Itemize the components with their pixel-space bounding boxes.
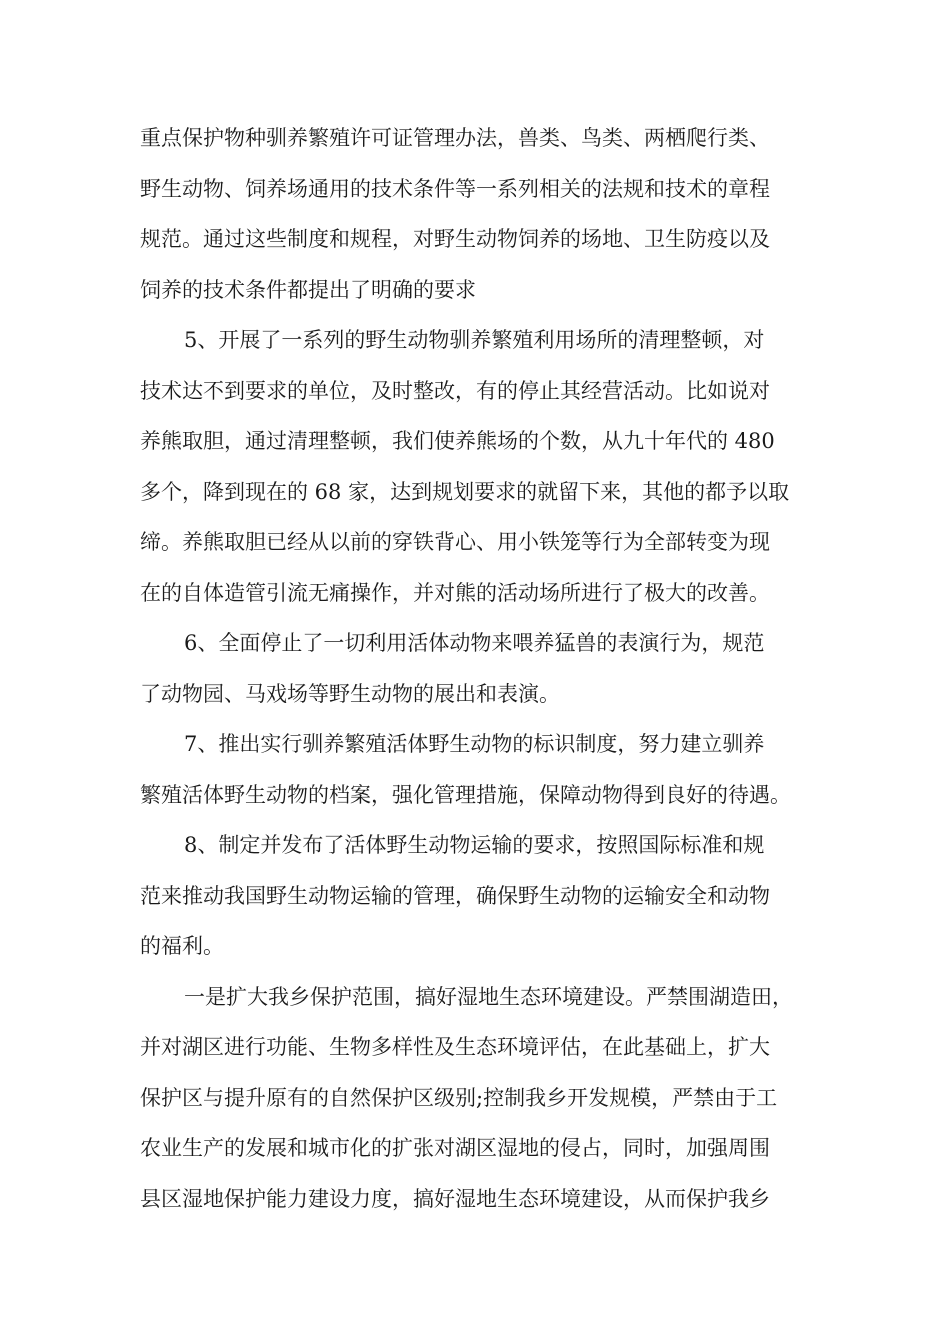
- paragraph-line: 繁殖活体野生动物的档案，强化管理措施，保障动物得到良好的待遇。: [140, 782, 791, 807]
- paragraph-line: 7、推出实行驯养繁殖活体野生动物的标识制度，努力建立驯养: [184, 732, 765, 756]
- paragraph-line: 缔。养熊取胆已经从以前的穿铁背心、用小铁笼等行为全部转变为现: [140, 530, 770, 554]
- paragraph-line: 5、开展了一系列的野生动物驯养繁殖利用场所的清理整顿，对: [184, 328, 765, 352]
- paragraph-line: 农业生产的发展和城市化的扩张对湖区湿地的侵占，同时，加强周围: [140, 1136, 770, 1160]
- paragraph-line: 县区湿地保护能力建设力度，搞好湿地生态环境建设，从而保护我乡: [140, 1186, 770, 1211]
- paragraph-line: 野生动物、饲养场通用的技术条件等一系列相关的法规和技术的章程: [140, 176, 770, 201]
- paragraph-line: 8、制定并发布了活体野生动物运输的要求，按照国际标准和规: [184, 833, 765, 857]
- paragraph-line: 技术达不到要求的单位，及时整改，有的停止其经营活动。比如说对: [140, 378, 770, 403]
- document-body: [140, 113, 830, 1224]
- paragraph-line: 规范。通过这些制度和规程，对野生动物饲养的场地、卫生防疫以及: [140, 227, 770, 251]
- paragraph-line: 饲养的技术条件都提出了明确的要求: [140, 277, 476, 302]
- paragraph-line: 一是扩大我乡保护范围，搞好湿地生态环境建设。严禁围湖造田，: [184, 984, 793, 1009]
- paragraph-line: 6、全面停止了一切利用活体动物来喂养猛兽的表演行为，规范: [184, 631, 765, 655]
- paragraph-line: 多个，降到现在的 68 家，达到规划要求的就留下来，其他的都予以取: [140, 479, 790, 504]
- paragraph-line: 范来推动我国野生动物运输的管理，确保野生动物的运输安全和动物: [140, 883, 770, 908]
- paragraph-line: 在的自体造管引流无痛操作，并对熊的活动场所进行了极大的改善。: [140, 580, 770, 605]
- paragraph-line: 并对湖区进行功能、生物多样性及生态环境评估，在此基础上，扩大: [140, 1035, 770, 1059]
- paragraph-line: 重点保护物种驯养繁殖许可证管理办法，兽类、鸟类、两栖爬行类、: [140, 126, 770, 150]
- paragraph-line: 的福利。: [140, 934, 224, 958]
- paragraph-line: 了动物园、马戏场等野生动物的展出和表演。: [140, 681, 560, 706]
- paragraph-line: 保护区与提升原有的自然保护区级别;控制我乡开发规模，严禁由于工: [140, 1085, 778, 1110]
- paragraph-line: 养熊取胆，通过清理整顿，我们使养熊场的个数，从九十年代的 480: [140, 429, 775, 453]
